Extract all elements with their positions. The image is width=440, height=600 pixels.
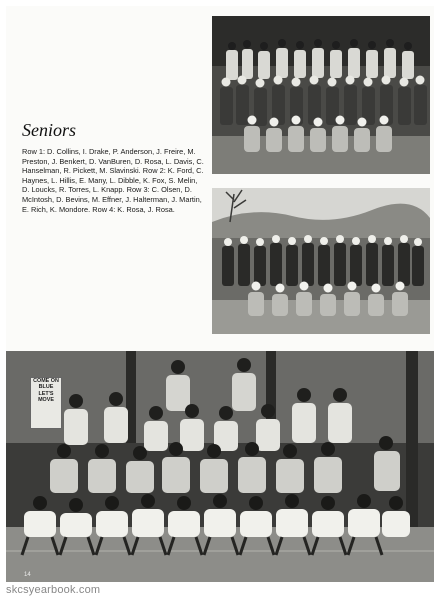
sign-line-3: LET'S: [38, 390, 54, 397]
names-caption: Row 1: D. Collins, I. Drake, P. Anderson, J. Freire, M. Preston, J. Benkert, D. VanBuren, D. Rosa, L. Davis, C. Hanselman, R. Pickett, M. Slavinski. Row 2: K. Ford, C. Haynes, L. Hillis, E. Many, L. Dibble, K. Fox, S. Melin, D. Loucks, R. Torres, L. Knapp. Row 3: C. Olsen, D. McIntosh, D. Bevins, M. Effner, J. Halterman, J. Martin, E. Rich, K. Mondore. Row 4: K. Rosa, J. Rosa.: [22, 147, 204, 214]
watermark-text: skcsyearbook.com: [6, 584, 101, 596]
sign-line-4: MOVE: [38, 397, 54, 404]
yearbook-page: [6, 6, 434, 582]
page-number: 14: [24, 572, 31, 578]
section-heading: Seniors: [22, 120, 76, 140]
senior-group-photo-outdoor-2: [212, 188, 430, 334]
senior-group-photo-gym: [6, 351, 434, 582]
sign-line-1: COME ON: [33, 378, 59, 384]
sign-line-2: BLUE: [38, 384, 54, 391]
gym-wall-sign: [30, 377, 62, 429]
senior-group-photo-outdoor-1: [212, 16, 430, 174]
photo-outdoor-2-image: [212, 188, 430, 334]
photo-outdoor-1-image: [212, 16, 430, 174]
photo-gym-image: [6, 351, 434, 582]
